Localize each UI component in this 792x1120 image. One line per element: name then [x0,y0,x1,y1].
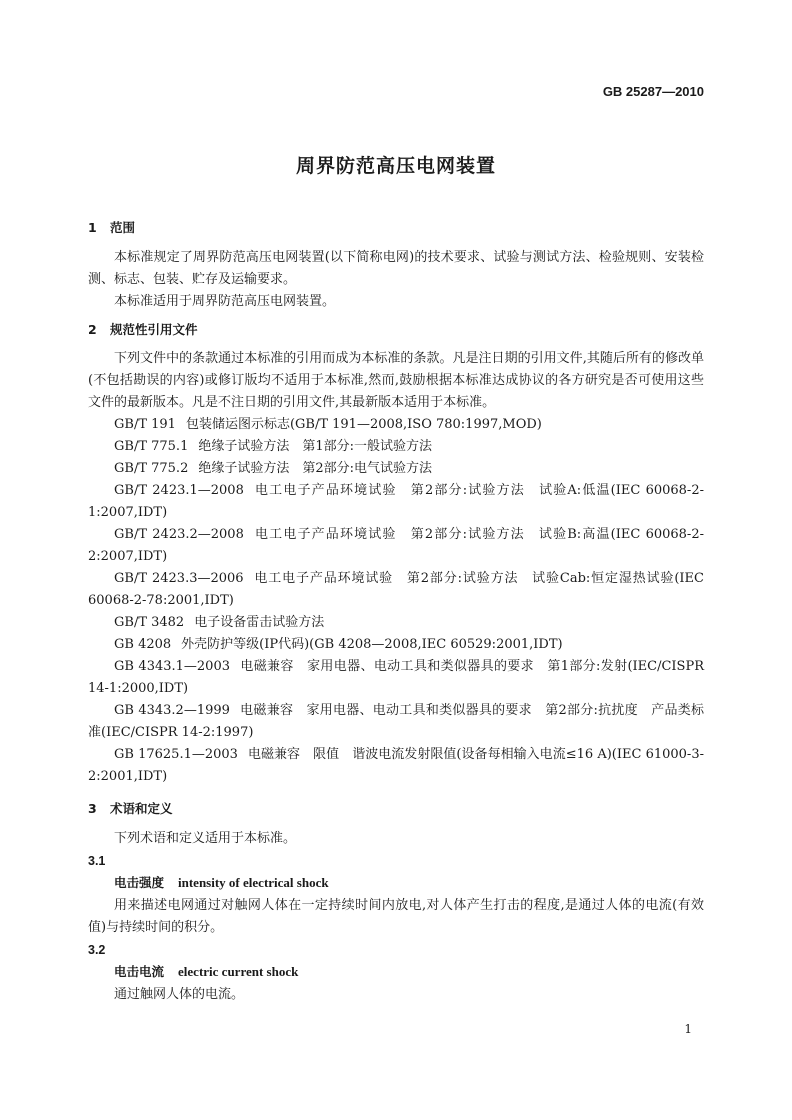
reference-text: 绝缘子试验方法 第2部分:电气试验方法 [198,461,432,476]
reference-text: 电工电子产品环境试验 第2部分:试验方法 试验A:低温(IEC 60068-2-1:2007,IDT) [88,483,704,520]
reference-code: GB/T 2423.2—2008 [114,527,244,542]
reference-item [88,568,704,612]
reference-text: 电磁兼容 限值 谐波电流发射限值(设备每相输入电流≤16 A)(IEC 61000-3-2:2001,IDT) [88,747,704,784]
reference-item [88,480,704,524]
document-body [88,217,704,1006]
reference-text: 电工电子产品环境试验 第2部分:试验方法 试验B:高温(IEC 60068-2-2:2007,IDT) [88,527,704,564]
reference-item [88,700,704,744]
reference-item [88,414,704,436]
section-number: 2 [88,322,97,337]
reference-item [88,744,704,788]
term-definition: 用来描述电网通过对触网人体在一定持续时间内放电,对人体产生打击的程度,是通过人体的电流(有效值)与持续时间的积分。 [88,898,704,935]
reference-text: 电磁兼容 家用电器、电动工具和类似器具的要求 第2部分:抗扰度 产品类标准(IEC/CISPR 14-2:1997) [88,703,704,740]
term-name-zh: 电击强度 [114,875,165,890]
term-name-zh: 电击电流 [114,964,165,979]
section-title: 范围 [110,220,136,235]
term-definition: 通过触网人体的电流。 [114,987,245,1002]
term-name [88,872,704,895]
references-intro: 下列文件中的条款通过本标准的引用而成为本标准的条款。凡是注日期的引用文件,其随后所有的修改单(不包括勘误的内容)或修订版均不适用于本标准,然而,鼓励根据本标准达成协议的各方研究是否可使用这些文件的最新版本。凡是不注日期的引用文件,其最新版本适用于本标准。 [88,351,704,410]
section-title: 术语和定义 [110,801,173,816]
term-number: 3.1 [88,854,106,868]
reference-code: GB/T 3482 [114,615,185,630]
reference-text: 外壳防护等级(IP代码)(GB 4208—2008,IEC 60529:2001,IDT) [181,637,563,652]
reference-item [88,656,704,700]
document-title: 周界防范高压电网装置 [295,155,496,177]
reference-text: 电子设备雷击试验方法 [194,615,325,630]
term-name-en: intensity of electrical shock [178,875,329,890]
section-number: 1 [88,220,97,235]
reference-code: GB/T 191 [114,417,176,432]
reference-item [88,524,704,568]
terms-intro: 下列术语和定义适用于本标准。 [114,831,297,846]
reference-text: 电磁兼容 家用电器、电动工具和类似器具的要求 第1部分:发射(IEC/CISPR 14-1:2000,IDT) [88,659,704,696]
reference-code: GB/T 775.2 [114,461,189,476]
reference-code: GB/T 775.1 [114,439,189,454]
term-name [88,961,704,984]
scope-paragraph: 本标准适用于周界防范高压电网装置。 [114,294,336,309]
section-title: 规范性引用文件 [110,322,198,337]
term-number: 3.2 [88,943,106,957]
reference-item [88,634,704,656]
reference-code: GB 17625.1—2003 [114,747,238,762]
reference-text: 电工电子产品环境试验 第2部分:试验方法 试验Cab:恒定湿热试验(IEC 60068-2-78:2001,IDT) [88,571,704,608]
section-number: 3 [88,801,97,816]
reference-item [88,436,704,458]
reference-text: 包装储运图示标志(GB/T 191—2008,ISO 780:1997,MOD) [185,417,542,432]
reference-text: 绝缘子试验方法 第1部分:一般试验方法 [198,439,432,454]
page-number: 1 [684,1022,692,1036]
reference-item [88,458,704,480]
section-heading-normative-references [88,319,704,340]
reference-code: GB 4343.2—1999 [114,703,230,718]
section-heading-scope [88,217,704,238]
reference-code: GB 4343.1—2003 [114,659,230,674]
scope-paragraph: 本标准规定了周界防范高压电网装置(以下简称电网)的技术要求、试验与测试方法、检验规则、安装检测、标志、包装、贮存及运输要求。 [88,250,704,287]
section-heading-terms-definitions [88,798,704,819]
standard-number: GB 25287—2010 [602,84,704,99]
reference-code: GB/T 2423.3—2006 [114,571,244,586]
reference-item [88,612,704,634]
term-name-en: electric current shock [178,964,299,979]
reference-code: GB/T 2423.1—2008 [114,483,244,498]
reference-code: GB 4208 [114,637,172,652]
